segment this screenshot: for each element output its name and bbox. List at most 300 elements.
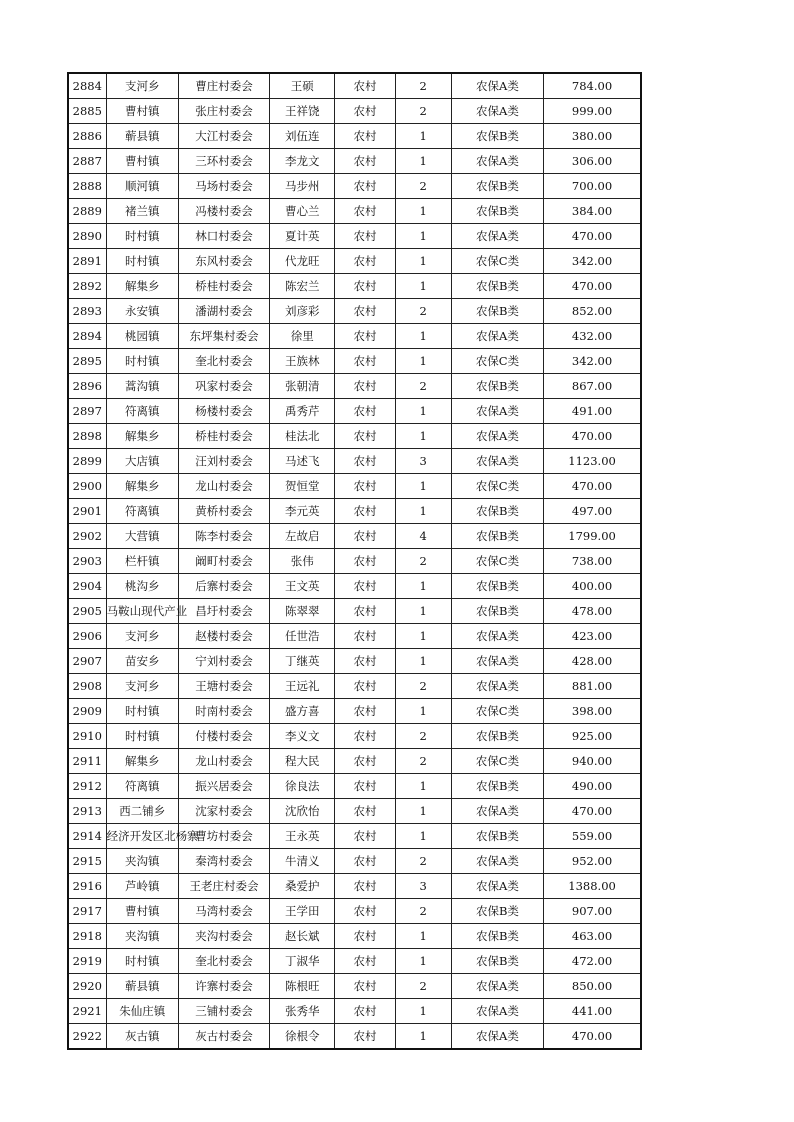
town: 夹沟镇 bbox=[106, 924, 178, 949]
person-name: 牛清义 bbox=[270, 849, 335, 874]
town: 大营镇 bbox=[106, 524, 178, 549]
person-name: 贺恒堂 bbox=[270, 474, 335, 499]
residence-type: 农村 bbox=[335, 799, 395, 824]
town: 经济开发区北杨寨 bbox=[106, 824, 178, 849]
table-row bbox=[68, 974, 641, 999]
village-committee: 张庄村委会 bbox=[178, 99, 269, 124]
amount: 472.00 bbox=[544, 949, 641, 974]
insurance-category: 农保A类 bbox=[451, 399, 543, 424]
household-count: 1 bbox=[395, 399, 451, 424]
town: 苗安乡 bbox=[106, 649, 178, 674]
amount: 342.00 bbox=[544, 249, 641, 274]
amount: 490.00 bbox=[544, 774, 641, 799]
table-row bbox=[68, 224, 641, 249]
person-name: 刘伍连 bbox=[270, 124, 335, 149]
residence-type: 农村 bbox=[335, 924, 395, 949]
amount: 559.00 bbox=[544, 824, 641, 849]
person-name: 王祥饶 bbox=[270, 99, 335, 124]
row-number: 2907 bbox=[68, 649, 106, 674]
table-row bbox=[68, 424, 641, 449]
residence-type: 农村 bbox=[335, 73, 395, 99]
household-count: 1 bbox=[395, 574, 451, 599]
insurance-category: 农保A类 bbox=[451, 999, 543, 1024]
residence-type: 农村 bbox=[335, 349, 395, 374]
insurance-category: 农保B类 bbox=[451, 374, 543, 399]
amount: 952.00 bbox=[544, 849, 641, 874]
village-committee: 冯楼村委会 bbox=[178, 199, 269, 224]
row-number: 2886 bbox=[68, 124, 106, 149]
amount: 306.00 bbox=[544, 149, 641, 174]
amount: 940.00 bbox=[544, 749, 641, 774]
town: 支河乡 bbox=[106, 624, 178, 649]
town: 芦岭镇 bbox=[106, 874, 178, 899]
row-number: 2917 bbox=[68, 899, 106, 924]
residence-type: 农村 bbox=[335, 499, 395, 524]
insurance-category: 农保A类 bbox=[451, 649, 543, 674]
household-count: 1 bbox=[395, 249, 451, 274]
village-committee: 曹庄村委会 bbox=[178, 73, 269, 99]
residence-type: 农村 bbox=[335, 1024, 395, 1050]
household-count: 2 bbox=[395, 174, 451, 199]
insurance-category: 农保B类 bbox=[451, 824, 543, 849]
residence-type: 农村 bbox=[335, 149, 395, 174]
amount: 1799.00 bbox=[544, 524, 641, 549]
residence-type: 农村 bbox=[335, 324, 395, 349]
household-count: 1 bbox=[395, 199, 451, 224]
insurance-category: 农保B类 bbox=[451, 124, 543, 149]
table-row bbox=[68, 699, 641, 724]
residence-type: 农村 bbox=[335, 424, 395, 449]
insurance-category: 农保B类 bbox=[451, 599, 543, 624]
row-number: 2902 bbox=[68, 524, 106, 549]
amount: 400.00 bbox=[544, 574, 641, 599]
row-number: 2889 bbox=[68, 199, 106, 224]
residence-type: 农村 bbox=[335, 874, 395, 899]
insurance-category: 农保A类 bbox=[451, 424, 543, 449]
person-name: 马步州 bbox=[270, 174, 335, 199]
insurance-category: 农保A类 bbox=[451, 99, 543, 124]
household-count: 1 bbox=[395, 1024, 451, 1050]
village-committee: 巩家村委会 bbox=[178, 374, 269, 399]
row-number: 2916 bbox=[68, 874, 106, 899]
table-row bbox=[68, 474, 641, 499]
village-committee: 桥桂村委会 bbox=[178, 424, 269, 449]
row-number: 2899 bbox=[68, 449, 106, 474]
town: 时村镇 bbox=[106, 699, 178, 724]
household-count: 2 bbox=[395, 374, 451, 399]
person-name: 陈根旺 bbox=[270, 974, 335, 999]
village-committee: 赵楼村委会 bbox=[178, 624, 269, 649]
household-count: 2 bbox=[395, 849, 451, 874]
row-number: 2890 bbox=[68, 224, 106, 249]
town: 蕲县镇 bbox=[106, 124, 178, 149]
household-count: 1 bbox=[395, 824, 451, 849]
household-count: 1 bbox=[395, 424, 451, 449]
table-row bbox=[68, 324, 641, 349]
residence-type: 农村 bbox=[335, 624, 395, 649]
insurance-category: 农保C类 bbox=[451, 699, 543, 724]
town: 朱仙庄镇 bbox=[106, 999, 178, 1024]
person-name: 刘彦彩 bbox=[270, 299, 335, 324]
village-committee: 许寨村委会 bbox=[178, 974, 269, 999]
residence-type: 农村 bbox=[335, 549, 395, 574]
village-committee: 杨楼村委会 bbox=[178, 399, 269, 424]
person-name: 代龙旺 bbox=[270, 249, 335, 274]
village-committee: 付楼村委会 bbox=[178, 724, 269, 749]
household-count: 2 bbox=[395, 99, 451, 124]
person-name: 王远礼 bbox=[270, 674, 335, 699]
town: 灰古镇 bbox=[106, 1024, 178, 1050]
amount: 432.00 bbox=[544, 324, 641, 349]
table-row bbox=[68, 824, 641, 849]
insurance-category: 农保C类 bbox=[451, 474, 543, 499]
town: 蒿沟镇 bbox=[106, 374, 178, 399]
residence-type: 农村 bbox=[335, 824, 395, 849]
amount: 441.00 bbox=[544, 999, 641, 1024]
residence-type: 农村 bbox=[335, 649, 395, 674]
amount: 423.00 bbox=[544, 624, 641, 649]
residence-type: 农村 bbox=[335, 699, 395, 724]
table-row bbox=[68, 524, 641, 549]
town: 解集乡 bbox=[106, 424, 178, 449]
row-number: 2904 bbox=[68, 574, 106, 599]
insurance-category: 农保C类 bbox=[451, 549, 543, 574]
person-name: 李元英 bbox=[270, 499, 335, 524]
row-number: 2892 bbox=[68, 274, 106, 299]
residence-type: 农村 bbox=[335, 599, 395, 624]
town: 符离镇 bbox=[106, 499, 178, 524]
insurance-category: 农保A类 bbox=[451, 874, 543, 899]
table-row bbox=[68, 749, 641, 774]
person-name: 桑爱护 bbox=[270, 874, 335, 899]
row-number: 2884 bbox=[68, 73, 106, 99]
village-committee: 龙山村委会 bbox=[178, 749, 269, 774]
row-number: 2896 bbox=[68, 374, 106, 399]
person-name: 王文英 bbox=[270, 574, 335, 599]
insurance-category: 农保B类 bbox=[451, 174, 543, 199]
village-committee: 奎北村委会 bbox=[178, 949, 269, 974]
amount: 478.00 bbox=[544, 599, 641, 624]
row-number: 2885 bbox=[68, 99, 106, 124]
row-number: 2914 bbox=[68, 824, 106, 849]
table-row bbox=[68, 799, 641, 824]
row-number: 2903 bbox=[68, 549, 106, 574]
person-name: 王学田 bbox=[270, 899, 335, 924]
town: 大店镇 bbox=[106, 449, 178, 474]
residence-type: 农村 bbox=[335, 224, 395, 249]
person-name: 丁淑华 bbox=[270, 949, 335, 974]
person-name: 丁继英 bbox=[270, 649, 335, 674]
amount: 497.00 bbox=[544, 499, 641, 524]
table-row bbox=[68, 874, 641, 899]
row-number: 2910 bbox=[68, 724, 106, 749]
person-name: 张秀华 bbox=[270, 999, 335, 1024]
table-row bbox=[68, 274, 641, 299]
person-name: 夏计英 bbox=[270, 224, 335, 249]
insurance-category: 农保B类 bbox=[451, 499, 543, 524]
village-committee: 龙山村委会 bbox=[178, 474, 269, 499]
table-row bbox=[68, 899, 641, 924]
amount: 428.00 bbox=[544, 649, 641, 674]
village-committee: 三铺村委会 bbox=[178, 999, 269, 1024]
table-row bbox=[68, 849, 641, 874]
household-count: 1 bbox=[395, 649, 451, 674]
household-count: 3 bbox=[395, 449, 451, 474]
residence-type: 农村 bbox=[335, 949, 395, 974]
village-committee: 夹沟村委会 bbox=[178, 924, 269, 949]
insurance-category: 农保B类 bbox=[451, 574, 543, 599]
table-row bbox=[68, 999, 641, 1024]
village-committee: 阚町村委会 bbox=[178, 549, 269, 574]
town: 顺河镇 bbox=[106, 174, 178, 199]
village-committee: 潘湖村委会 bbox=[178, 299, 269, 324]
row-number: 2911 bbox=[68, 749, 106, 774]
residence-type: 农村 bbox=[335, 199, 395, 224]
town: 时村镇 bbox=[106, 249, 178, 274]
village-committee: 后寨村委会 bbox=[178, 574, 269, 599]
town: 曹村镇 bbox=[106, 99, 178, 124]
table-row bbox=[68, 99, 641, 124]
village-committee: 大江村委会 bbox=[178, 124, 269, 149]
row-number: 2913 bbox=[68, 799, 106, 824]
amount: 342.00 bbox=[544, 349, 641, 374]
insurance-category: 农保A类 bbox=[451, 324, 543, 349]
household-count: 2 bbox=[395, 674, 451, 699]
village-committee: 陈李村委会 bbox=[178, 524, 269, 549]
person-name: 沈欣怡 bbox=[270, 799, 335, 824]
row-number: 2906 bbox=[68, 624, 106, 649]
village-committee: 沈家村委会 bbox=[178, 799, 269, 824]
insurance-category: 农保A类 bbox=[451, 449, 543, 474]
insurance-category: 农保B类 bbox=[451, 949, 543, 974]
household-count: 2 bbox=[395, 73, 451, 99]
insurance-category: 农保C类 bbox=[451, 349, 543, 374]
data-table bbox=[67, 72, 642, 1050]
row-number: 2909 bbox=[68, 699, 106, 724]
row-number: 2919 bbox=[68, 949, 106, 974]
village-committee: 昌圩村委会 bbox=[178, 599, 269, 624]
row-number: 2920 bbox=[68, 974, 106, 999]
person-name: 陈宏兰 bbox=[270, 274, 335, 299]
person-name: 李龙文 bbox=[270, 149, 335, 174]
village-committee: 王老庄村委会 bbox=[178, 874, 269, 899]
amount: 925.00 bbox=[544, 724, 641, 749]
table-row bbox=[68, 924, 641, 949]
person-name: 赵长斌 bbox=[270, 924, 335, 949]
insurance-category: 农保B类 bbox=[451, 524, 543, 549]
table-row bbox=[68, 949, 641, 974]
person-name: 徐里 bbox=[270, 324, 335, 349]
table-row bbox=[68, 574, 641, 599]
person-name: 左故启 bbox=[270, 524, 335, 549]
row-number: 2895 bbox=[68, 349, 106, 374]
village-committee: 东坪集村委会 bbox=[178, 324, 269, 349]
insurance-category: 农保B类 bbox=[451, 924, 543, 949]
village-committee: 秦湾村委会 bbox=[178, 849, 269, 874]
village-committee: 林口村委会 bbox=[178, 224, 269, 249]
village-committee: 王塘村委会 bbox=[178, 674, 269, 699]
row-number: 2908 bbox=[68, 674, 106, 699]
household-count: 1 bbox=[395, 124, 451, 149]
village-committee: 奎北村委会 bbox=[178, 349, 269, 374]
household-count: 2 bbox=[395, 299, 451, 324]
table-row bbox=[68, 599, 641, 624]
residence-type: 农村 bbox=[335, 524, 395, 549]
row-number: 2887 bbox=[68, 149, 106, 174]
table-row bbox=[68, 249, 641, 274]
table-row bbox=[68, 149, 641, 174]
insurance-category: 农保B类 bbox=[451, 724, 543, 749]
village-committee: 马湾村委会 bbox=[178, 899, 269, 924]
amount: 398.00 bbox=[544, 699, 641, 724]
town: 曹村镇 bbox=[106, 899, 178, 924]
amount: 1388.00 bbox=[544, 874, 641, 899]
town: 时村镇 bbox=[106, 724, 178, 749]
residence-type: 农村 bbox=[335, 899, 395, 924]
table-row bbox=[68, 774, 641, 799]
amount: 470.00 bbox=[544, 474, 641, 499]
insurance-category: 农保B类 bbox=[451, 899, 543, 924]
amount: 470.00 bbox=[544, 274, 641, 299]
village-committee: 时南村委会 bbox=[178, 699, 269, 724]
town: 支河乡 bbox=[106, 674, 178, 699]
village-committee: 汪刘村委会 bbox=[178, 449, 269, 474]
town: 时村镇 bbox=[106, 949, 178, 974]
household-count: 2 bbox=[395, 749, 451, 774]
insurance-category: 农保A类 bbox=[451, 224, 543, 249]
person-name: 王永英 bbox=[270, 824, 335, 849]
residence-type: 农村 bbox=[335, 749, 395, 774]
town: 永安镇 bbox=[106, 299, 178, 324]
table-row bbox=[68, 399, 641, 424]
village-committee: 东风村委会 bbox=[178, 249, 269, 274]
amount: 1123.00 bbox=[544, 449, 641, 474]
insurance-category: 农保A类 bbox=[451, 1024, 543, 1050]
household-count: 1 bbox=[395, 224, 451, 249]
residence-type: 农村 bbox=[335, 249, 395, 274]
person-name: 王硕 bbox=[270, 73, 335, 99]
insurance-category: 农保A类 bbox=[451, 674, 543, 699]
person-name: 禹秀芹 bbox=[270, 399, 335, 424]
household-count: 1 bbox=[395, 149, 451, 174]
household-count: 3 bbox=[395, 874, 451, 899]
insurance-category: 农保B类 bbox=[451, 274, 543, 299]
row-number: 2901 bbox=[68, 499, 106, 524]
row-number: 2921 bbox=[68, 999, 106, 1024]
row-number: 2918 bbox=[68, 924, 106, 949]
amount: 380.00 bbox=[544, 124, 641, 149]
village-committee: 宁刘村委会 bbox=[178, 649, 269, 674]
amount: 700.00 bbox=[544, 174, 641, 199]
table-row bbox=[68, 374, 641, 399]
person-name: 王族林 bbox=[270, 349, 335, 374]
insurance-category: 农保A类 bbox=[451, 799, 543, 824]
residence-type: 农村 bbox=[335, 674, 395, 699]
town: 夹沟镇 bbox=[106, 849, 178, 874]
table-row bbox=[68, 624, 641, 649]
residence-type: 农村 bbox=[335, 974, 395, 999]
amount: 491.00 bbox=[544, 399, 641, 424]
row-number: 2912 bbox=[68, 774, 106, 799]
table-row bbox=[68, 1024, 641, 1050]
town: 曹村镇 bbox=[106, 149, 178, 174]
person-name: 任世浩 bbox=[270, 624, 335, 649]
insurance-category: 农保A类 bbox=[451, 624, 543, 649]
amount: 738.00 bbox=[544, 549, 641, 574]
residence-type: 农村 bbox=[335, 274, 395, 299]
person-name: 曹心兰 bbox=[270, 199, 335, 224]
person-name: 马述飞 bbox=[270, 449, 335, 474]
village-committee: 振兴居委会 bbox=[178, 774, 269, 799]
table-row bbox=[68, 549, 641, 574]
residence-type: 农村 bbox=[335, 774, 395, 799]
residence-type: 农村 bbox=[335, 99, 395, 124]
amount: 384.00 bbox=[544, 199, 641, 224]
insurance-category: 农保A类 bbox=[451, 149, 543, 174]
person-name: 李义文 bbox=[270, 724, 335, 749]
residence-type: 农村 bbox=[335, 474, 395, 499]
town: 符离镇 bbox=[106, 774, 178, 799]
town: 支河乡 bbox=[106, 73, 178, 99]
town: 西二铺乡 bbox=[106, 799, 178, 824]
village-committee: 桥桂村委会 bbox=[178, 274, 269, 299]
person-name: 张朝清 bbox=[270, 374, 335, 399]
table-row bbox=[68, 124, 641, 149]
town: 时村镇 bbox=[106, 224, 178, 249]
amount: 470.00 bbox=[544, 799, 641, 824]
amount: 470.00 bbox=[544, 224, 641, 249]
household-count: 1 bbox=[395, 624, 451, 649]
residence-type: 农村 bbox=[335, 174, 395, 199]
amount: 784.00 bbox=[544, 73, 641, 99]
household-count: 1 bbox=[395, 699, 451, 724]
residence-type: 农村 bbox=[335, 449, 395, 474]
table-row bbox=[68, 724, 641, 749]
household-count: 1 bbox=[395, 474, 451, 499]
household-count: 1 bbox=[395, 599, 451, 624]
residence-type: 农村 bbox=[335, 374, 395, 399]
row-number: 2893 bbox=[68, 299, 106, 324]
village-committee: 三环村委会 bbox=[178, 149, 269, 174]
town: 桃园镇 bbox=[106, 324, 178, 349]
row-number: 2888 bbox=[68, 174, 106, 199]
table-row bbox=[68, 174, 641, 199]
insurance-category: 农保A类 bbox=[451, 974, 543, 999]
amount: 881.00 bbox=[544, 674, 641, 699]
residence-type: 农村 bbox=[335, 849, 395, 874]
person-name: 桂法北 bbox=[270, 424, 335, 449]
insurance-category: 农保A类 bbox=[451, 849, 543, 874]
town: 解集乡 bbox=[106, 274, 178, 299]
residence-type: 农村 bbox=[335, 574, 395, 599]
amount: 850.00 bbox=[544, 974, 641, 999]
household-count: 1 bbox=[395, 324, 451, 349]
residence-type: 农村 bbox=[335, 124, 395, 149]
row-number: 2905 bbox=[68, 599, 106, 624]
table-row bbox=[68, 649, 641, 674]
amount: 907.00 bbox=[544, 899, 641, 924]
table-row bbox=[68, 449, 641, 474]
household-count: 1 bbox=[395, 924, 451, 949]
household-count: 2 bbox=[395, 724, 451, 749]
table-row bbox=[68, 499, 641, 524]
row-number: 2900 bbox=[68, 474, 106, 499]
household-count: 2 bbox=[395, 974, 451, 999]
town: 褚兰镇 bbox=[106, 199, 178, 224]
household-count: 4 bbox=[395, 524, 451, 549]
village-committee: 曹坊村委会 bbox=[178, 824, 269, 849]
row-number: 2891 bbox=[68, 249, 106, 274]
